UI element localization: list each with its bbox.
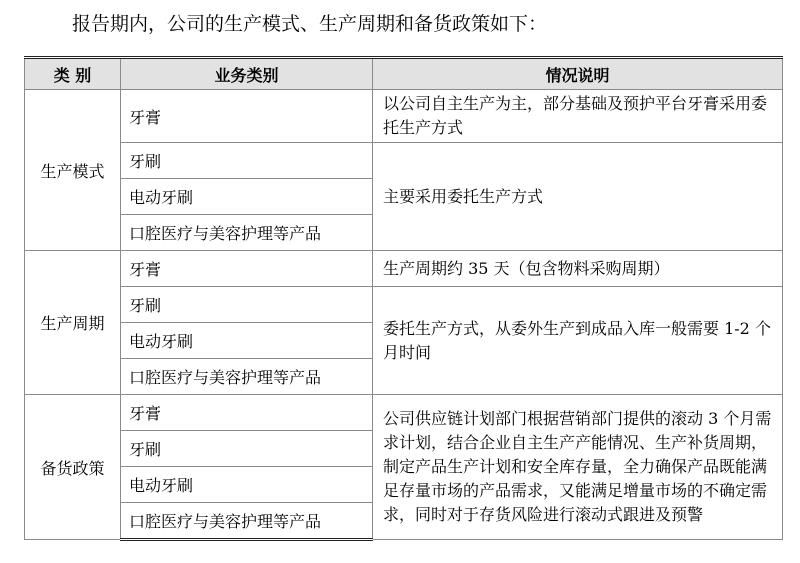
category-cell: 备货政策	[25, 395, 121, 540]
business-cell: 口腔医疗与美容护理等产品	[121, 359, 373, 395]
business-cell: 牙膏	[121, 251, 373, 287]
header-business-type: 业务类别	[121, 58, 373, 90]
header-category: 类 别	[25, 58, 121, 90]
table-row	[25, 395, 783, 431]
header-row	[25, 58, 783, 90]
intro-text: 报告期内，公司的生产模式、生产周期和备货政策如下：	[72, 13, 548, 35]
business-cell: 牙膏	[121, 90, 373, 143]
business-cell: 电动牙刷	[121, 179, 373, 215]
business-cell: 电动牙刷	[121, 323, 373, 359]
table-row	[25, 251, 783, 287]
category-cell: 生产模式	[25, 90, 121, 251]
business-cell: 牙膏	[121, 395, 373, 431]
business-cell: 牙刷	[121, 143, 373, 179]
production-table	[24, 56, 783, 541]
business-cell: 牙刷	[121, 287, 373, 323]
description-cell: 以公司自主生产为主，部分基础及预护平台牙膏采用委托生产方式	[373, 90, 783, 143]
table-row	[25, 143, 783, 179]
description-cell: 委托生产方式，从委外生产到成品入库一般需要 1-2 个月时间	[373, 287, 783, 395]
description-cell: 生产周期约 35 天（包含物料采购周期）	[373, 251, 783, 287]
description-cell: 公司供应链计划部门根据营销部门提供的滚动 3 个月需求计划，结合企业自主生产产能情况、生产补货周期，制定产品生产计划和安全库存量，全力确保产品既能满足存量市场的产品需求，又能满足增量市场的不确定需求，同时对于存货风险进行滚动式跟进及预警	[373, 395, 783, 540]
category-cell: 生产周期	[25, 251, 121, 395]
business-cell: 口腔医疗与美容护理等产品	[121, 503, 373, 540]
header-description: 情况说明	[373, 58, 783, 90]
business-cell: 口腔医疗与美容护理等产品	[121, 215, 373, 251]
table-row	[25, 287, 783, 323]
table-row	[25, 90, 783, 143]
description-cell: 主要采用委托生产方式	[373, 143, 783, 251]
business-cell: 电动牙刷	[121, 467, 373, 503]
business-cell: 牙刷	[121, 431, 373, 467]
